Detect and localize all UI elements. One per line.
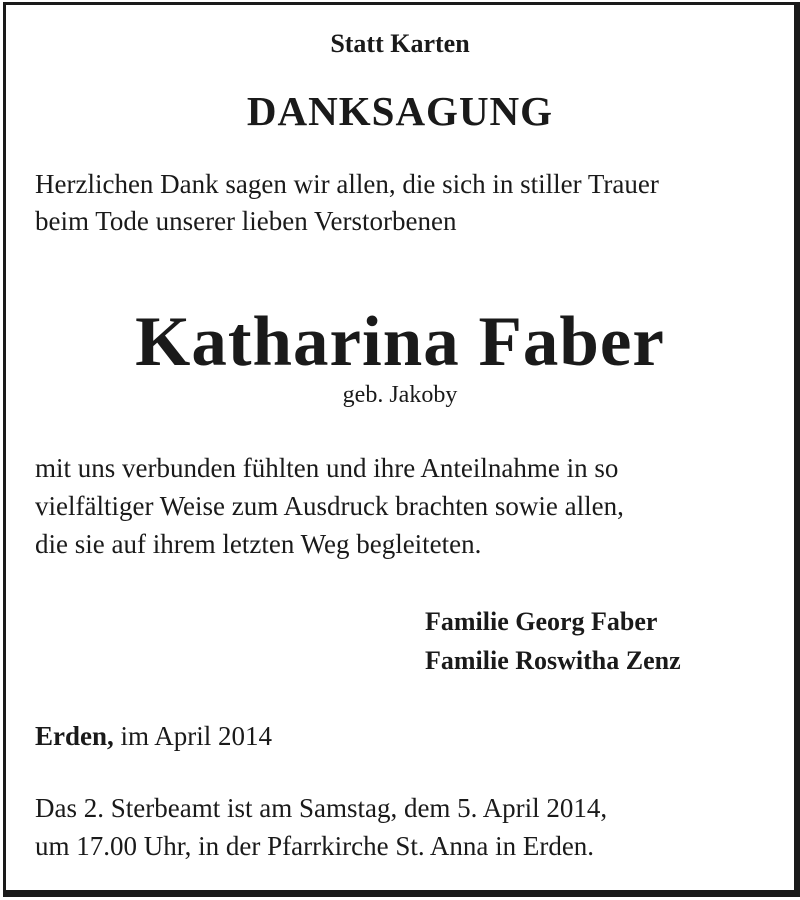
date: im April 2014	[120, 721, 273, 751]
maiden-name: geb. Jakoby	[342, 382, 458, 408]
deceased-name: Katharina Faber	[135, 303, 665, 381]
intro-line-1: Herzlichen Dank sagen wir allen, die sich in stiller Trauer	[35, 169, 659, 199]
notice-title: DANKSAGUNG	[246, 88, 554, 134]
place-date-line	[35, 718, 272, 755]
intro-line-2: beim Tode unserer lieben Verstorbenen	[35, 206, 457, 236]
signer-1: Familie Georg Faber	[425, 607, 658, 636]
place: Erden,	[35, 721, 114, 751]
thanks-line-1: mit uns verbunden fühlten und ihre Anteilnahme in so	[35, 453, 619, 483]
signer-2: Familie Roswitha Zenz	[425, 646, 681, 675]
service-line-2: um 17.00 Uhr, in der Pfarrkirche St. Anna in Erden.	[35, 831, 595, 861]
thanks-line-3: die sie auf ihrem letzten Weg begleiteten.	[35, 529, 482, 559]
thanks-line-2: vielfältiger Weise zum Ausdruck brachten sowie allen,	[35, 491, 624, 521]
notice-subtitle: Statt Karten	[330, 29, 470, 58]
service-line-1: Das 2. Sterbeamt ist am Samstag, dem 5. April 2014,	[35, 793, 608, 823]
